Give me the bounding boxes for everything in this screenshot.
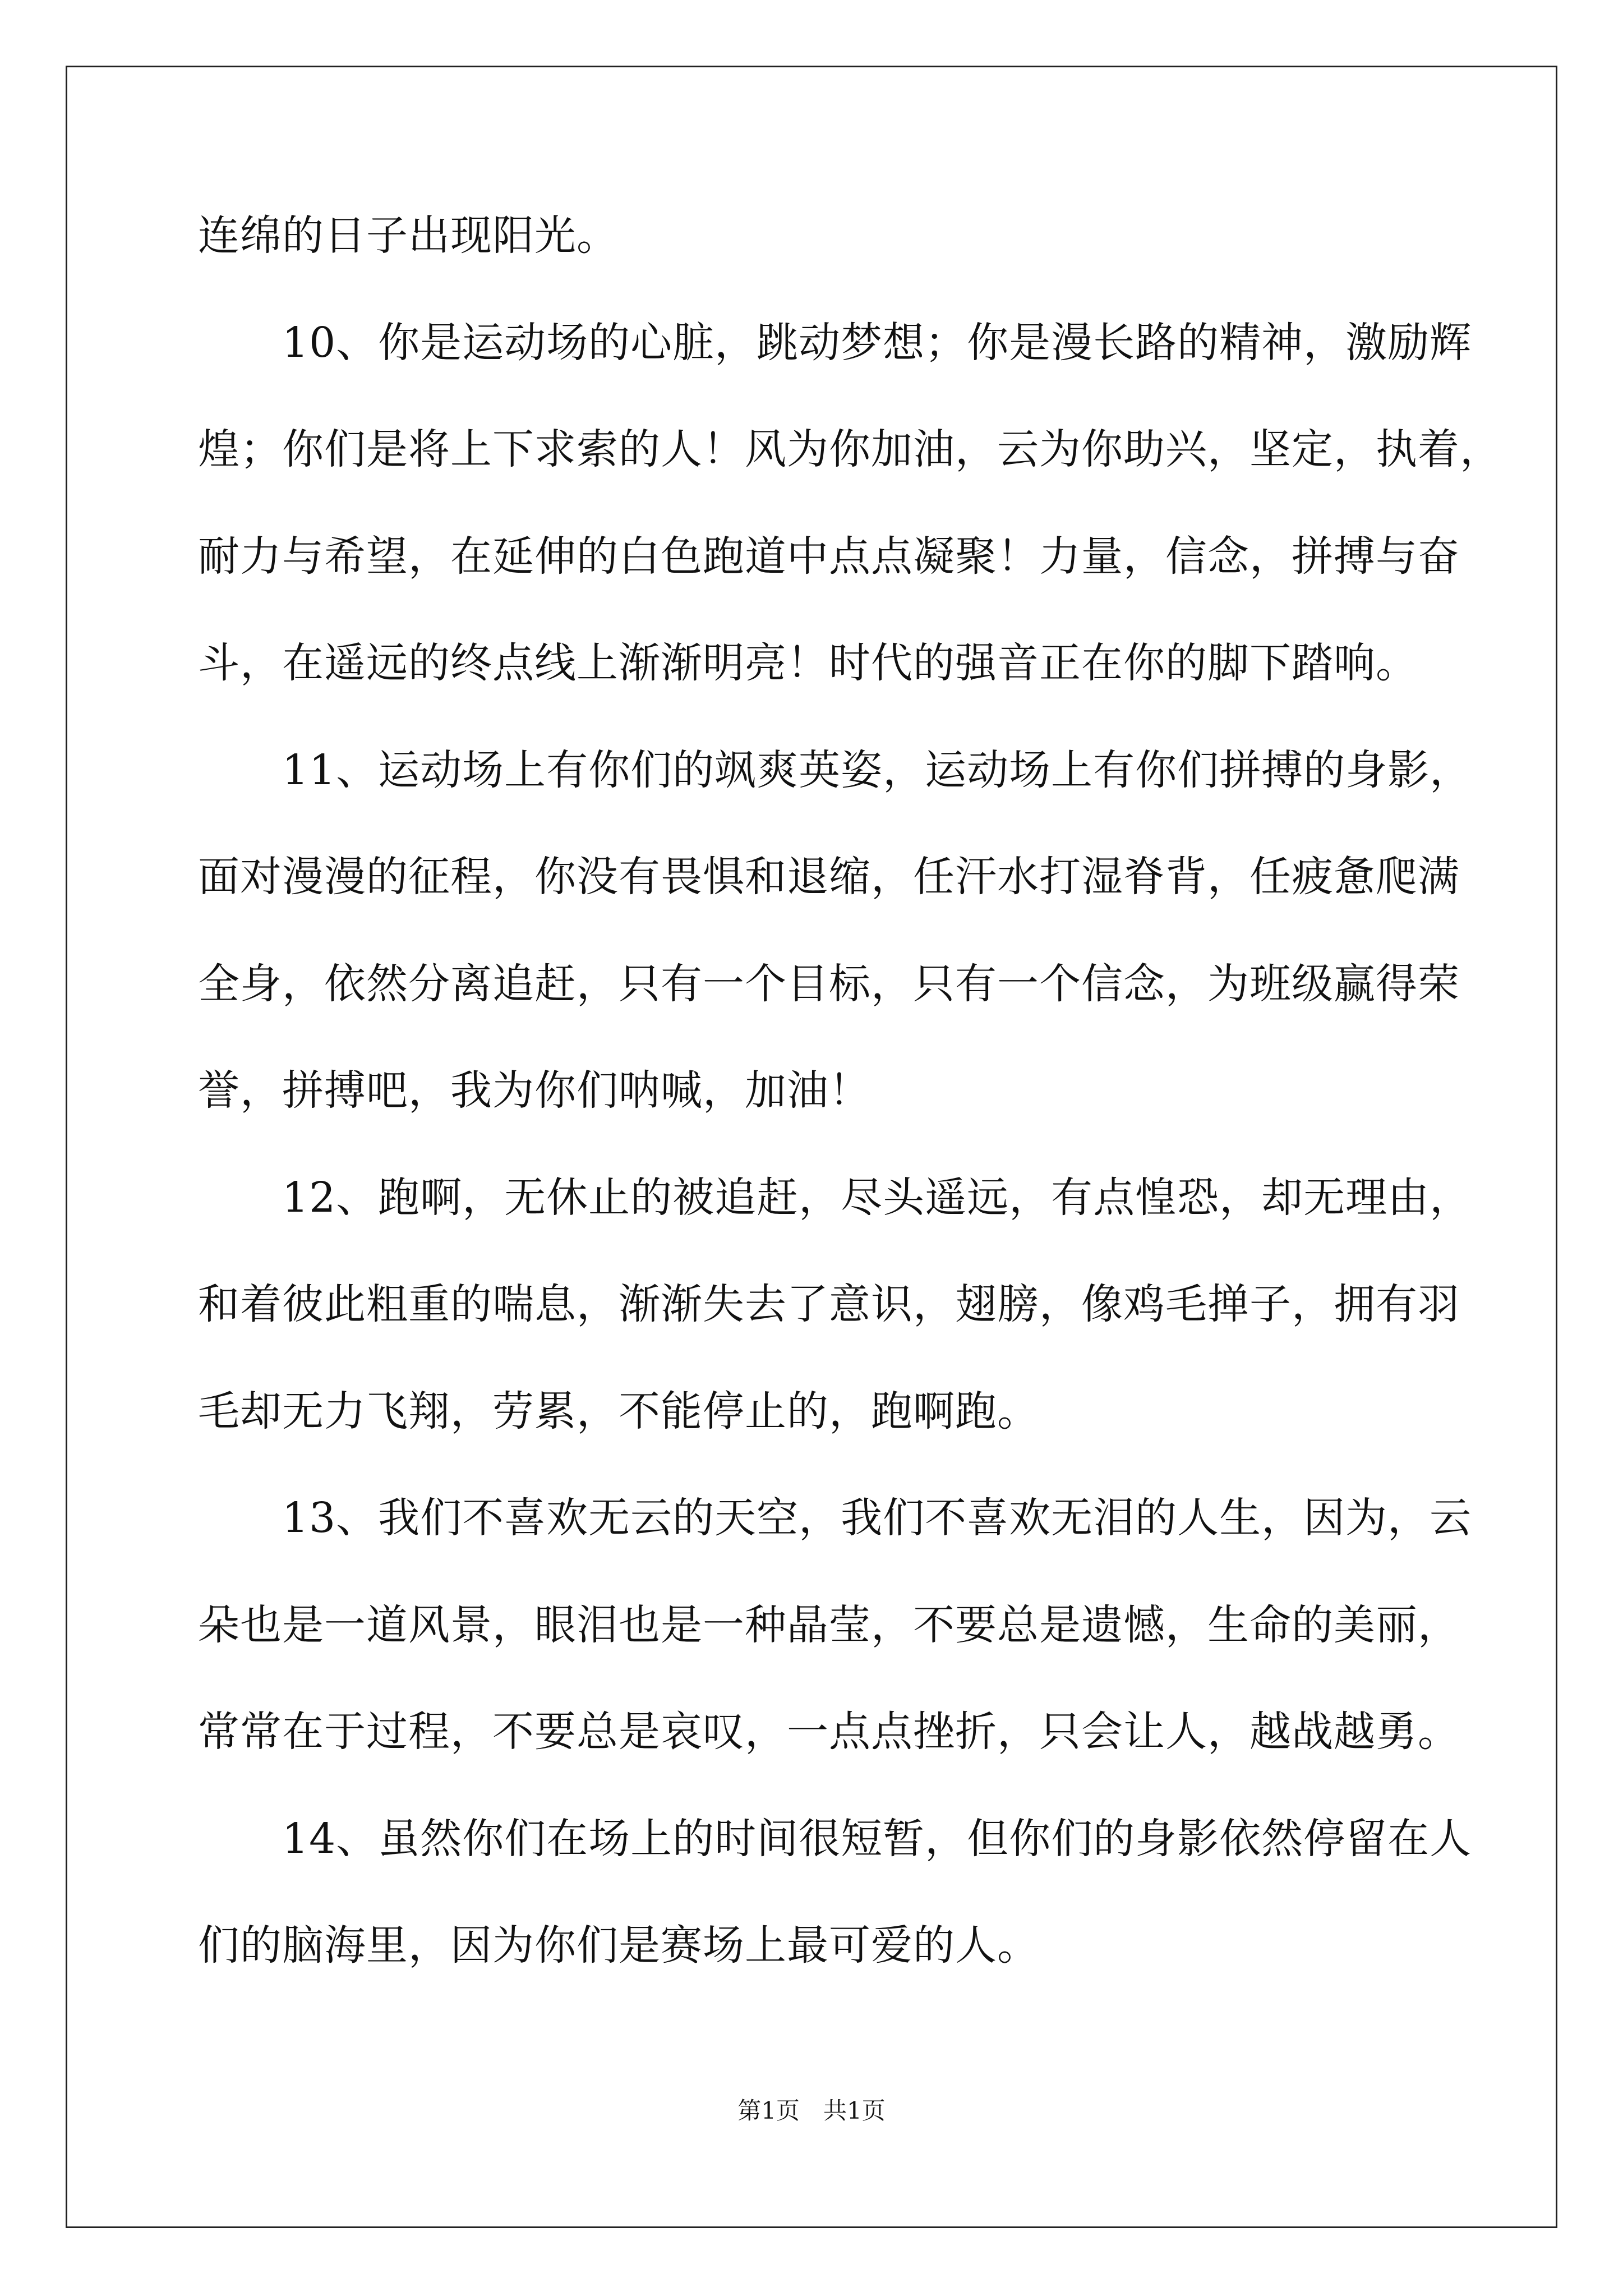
text-line: 10、你是运动场的心脏，跳动梦想；你是漫长路的精神，激励辉 xyxy=(198,319,1472,367)
text-line: 全身，依然分离追赶，只有一个目标，只有一个信念，为班级赢得荣 xyxy=(198,960,1460,1008)
text-line: 斗，在遥远的终点线上渐渐明亮！时代的强音正在你的脚下踏响。 xyxy=(198,639,1418,687)
text-line: 12、跑啊，无休止的被追赶，尽头遥远，有点惶恐，却无理由， xyxy=(198,1174,1472,1222)
text-line: 11、运动场上有你们的飒爽英姿，运动场上有你们拼搏的身影， xyxy=(198,746,1472,794)
text-line: 和着彼此粗重的喘息，渐渐失去了意识，翅膀，像鸡毛掸子，拥有羽 xyxy=(198,1280,1460,1328)
text-line: 朵也是一道风景，眼泪也是一种晶莹，不要总是遗憾，生命的美丽， xyxy=(198,1601,1460,1649)
page-number-footer: 第1页 共1页 xyxy=(737,2097,886,2124)
text-line: 面对漫漫的征程，你没有畏惧和退缩，任汗水打湿脊背，任疲惫爬满 xyxy=(198,853,1460,901)
text-line: 誉，拼搏吧，我为你们呐喊，加油！ xyxy=(198,1066,871,1115)
text-line: 耐力与希望，在延伸的白色跑道中点点凝聚！力量，信念，拼搏与奋 xyxy=(198,532,1460,581)
page-border xyxy=(66,66,1557,2228)
text-line: 煌；你们是将上下求索的人！风为你加油，云为你助兴，坚定，执着， xyxy=(198,425,1502,473)
text-line: 14、虽然你们在场上的时间很短暂，但你们的身影依然停留在人 xyxy=(198,1815,1472,1863)
text-line: 常常在于过程，不要总是哀叹，一点点挫折，只会让人，越战越勇。 xyxy=(198,1708,1460,1756)
text-line: 13、我们不喜欢无云的天空，我们不喜欢无泪的人生，因为，云 xyxy=(198,1494,1472,1542)
text-line: 毛却无力飞翔，劳累，不能停止的，跑啊跑。 xyxy=(198,1387,1039,1435)
text-line: 连绵的日子出现阳光。 xyxy=(198,211,619,260)
text-line: 们的脑海里，因为你们是赛场上最可爱的人。 xyxy=(198,1921,1039,1970)
